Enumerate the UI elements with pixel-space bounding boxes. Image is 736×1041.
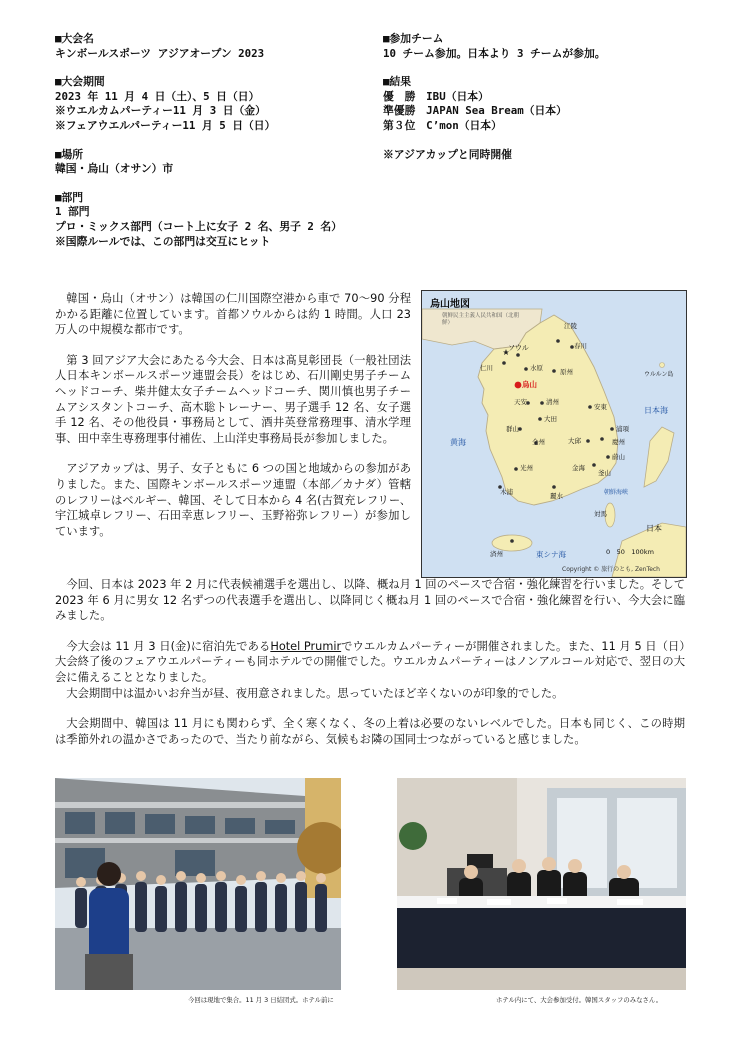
map-label-gimhae: 金海 bbox=[572, 464, 585, 472]
welcome-party-date: ※ウエルカムパーティー11 月 3 日（金） bbox=[55, 104, 266, 118]
event-name: キンボールスポーツ アジアオープン 2023 bbox=[55, 46, 265, 60]
result-first: 優 勝 IBU（日本） bbox=[383, 89, 489, 103]
map-label-pohang: 浦項 bbox=[616, 425, 629, 433]
map-label-seoul: ソウル bbox=[508, 344, 529, 352]
event-info-left bbox=[55, 32, 342, 249]
map-label-gwangju: 光州 bbox=[520, 464, 533, 472]
paragraph-6: 大会期間中は温かいお弁当が昼、夜用意されました。思っていたほど辛くないのが印象的でした。 bbox=[66, 686, 564, 700]
map-label-busan: 釜山 bbox=[598, 469, 611, 477]
map-label-cheongju: 清州 bbox=[546, 398, 559, 406]
period-heading: ■大会期間 bbox=[55, 75, 105, 89]
map-label-ulleung: ウルルン島 bbox=[644, 371, 674, 378]
division-count: 1 部門 bbox=[55, 205, 90, 219]
map-label-east-china-sea: 東シナ海 bbox=[536, 550, 566, 559]
map-label-jeonju: 全州 bbox=[532, 438, 545, 446]
paragraph-5: 今大会は 11 月 3 日(金)に宿泊先であるHotel Prumirでウエルカムパーティーが開催されました。また、11 月 5 日（日）大会終了後のフェアウエルパーティーも同ホテルでの開催でした。ウエルカムパーティーはノンアルコール対応で、翌日の大会に備えることとなりました。 bbox=[55, 639, 685, 684]
map-label-korea-strait: 朝鮮海峡 bbox=[604, 489, 629, 496]
division-heading: ■部門 bbox=[55, 190, 84, 204]
korea-map bbox=[421, 290, 687, 578]
map-label-osan: 烏山 bbox=[522, 380, 537, 389]
map-label-tsushima: 対馬 bbox=[594, 510, 607, 518]
division-note: ※国際ルールでは、この部門は交互にヒット bbox=[55, 234, 271, 248]
body-column-left bbox=[55, 291, 411, 539]
map-label-japan: 日本 bbox=[646, 524, 662, 533]
body-full-width bbox=[55, 577, 685, 747]
results-heading: ■結果 bbox=[383, 75, 412, 89]
result-third: 第３位 C’mon（日本） bbox=[383, 118, 502, 132]
place: 韓国・烏山（オサン）市 bbox=[55, 162, 174, 176]
map-label-suwon: 水原 bbox=[530, 364, 543, 372]
map-label-andong: 安東 bbox=[594, 403, 607, 411]
photo-reception bbox=[397, 778, 686, 990]
teams-heading: ■参加チーム bbox=[383, 32, 444, 45]
map-label-wonju: 原州 bbox=[560, 368, 573, 376]
map-label-mokpo: 木浦 bbox=[500, 488, 513, 496]
map-label-daegu: 大邱 bbox=[568, 437, 581, 445]
map-label-daejeon: 大田 bbox=[544, 415, 557, 423]
map-copyright: Copyright © 旅行のとも, ZenTech bbox=[562, 566, 660, 573]
paragraph-7: 大会期間中、韓国は 11 月にも関わらず、全く寒くなく、冬の上着は必要のないレベルでした。日本も同じく、この時期は季節外れの温かさであったので、当たり前ながら、気候もお隣の国同士つながっていると感じました。 bbox=[55, 717, 685, 746]
map-title: 烏山地図 bbox=[430, 299, 470, 310]
paragraph-2: 第 3 回アジア大会にあたる今大会、日本は髙見彰団長（一般社団法人日本キンボールスポーツ連盟会長）をはじめ、石川剛史男子チームヘッドコーチ、柴井健太女子チームヘッドコーチ、関川慎也男子チームアシスタントコーチ、高木聡トレーナー、男子選手 12 名、女子選手 12 名、その他役員・事務局として、酒井英登常務理事、清水学理事、田中幸生専務理事付補佐、上山洋史事務局長が参加しました。 bbox=[55, 353, 411, 445]
place-heading: ■場所 bbox=[55, 147, 84, 161]
paragraph-4: 今回、日本は 2023 年 2 月に代表候補選手を選出し、以降、概ね月 1 回のペースで合宿・強化練習を行いました。そして 2023 年 6 月に男女 12 名ずつの代表選手を選出し、以降同じく概ね月 1 回のペースで合宿・強化練習を行い、今大会に臨みました。 bbox=[55, 578, 685, 623]
event-info-right bbox=[383, 32, 606, 162]
map-label-ulsan: 蔚山 bbox=[612, 453, 625, 461]
map-label-north-korea: 朝鮮民主主義人民共和国（北朝鮮） bbox=[442, 313, 520, 326]
map-scale: 0 50 100km bbox=[606, 548, 654, 556]
map-label-yeosu: 麗水 bbox=[550, 492, 563, 500]
map-label-chuncheon: 春川 bbox=[574, 342, 587, 350]
map-label-incheon: 仁川 bbox=[480, 364, 493, 372]
hotel-name: Hotel Prumir bbox=[270, 639, 342, 653]
map-label-yellow-sea: 黄海 bbox=[450, 438, 466, 447]
teams: 10 チーム参加。日本より 3 チームが参加。 bbox=[383, 46, 606, 60]
photo-1-caption: 今回は現地で集合。11 月 3 日結団式。ホテル前に bbox=[188, 996, 334, 1004]
photo-team-gathering bbox=[55, 778, 341, 990]
event-heading: ■大会名 bbox=[55, 32, 94, 45]
map-label-sea-of-japan: 日本海 bbox=[644, 406, 668, 415]
map-label-cheonan: 天安 bbox=[514, 398, 527, 406]
map-label-gunsan: 群山 bbox=[506, 425, 519, 433]
farewell-party-date: ※フェアウエルパーティー11 月 5 日（日） bbox=[55, 118, 276, 132]
map-label-jeju: 済州 bbox=[490, 550, 503, 558]
photo-2-caption: ホテル内にて、大会参加受付。韓国スタッフのみなさん。 bbox=[496, 996, 663, 1004]
division-name: プロ・ミックス部門（コート上に女子 2 名、男子 2 名） bbox=[55, 219, 343, 233]
result-second: 準優勝 JAPAN Sea Bream（日本） bbox=[383, 104, 567, 118]
results-note: ※アジアカップと同時開催 bbox=[383, 147, 512, 161]
map-label-gangneung: 江陵 bbox=[564, 322, 577, 330]
paragraph-1: 韓国・烏山（オサン）は韓国の仁川国際空港から車で 70～90 分程かかる距離に位置しています。首都ソウルからは約 1 時間。人口 23 万人の中規模な都市です。 bbox=[55, 292, 411, 337]
map-label-gyeongju: 慶州 bbox=[612, 438, 625, 446]
paragraph-3: アジアカップは、男子、女子ともに 6 つの国と地域からの参加がありました。また、国際キンボールスポーツ連盟（本部／カナダ）管轄のレフリーはベルギー、韓国、そして日本から 4 名(古賀充レフリー、宇江城卓レフリー、石田幸恵レフリー、玉野裕弥レフリー）が参加しています。 bbox=[55, 462, 411, 538]
period-main: 2023 年 11 月 4 日（土）、5 日（日） bbox=[55, 89, 260, 103]
